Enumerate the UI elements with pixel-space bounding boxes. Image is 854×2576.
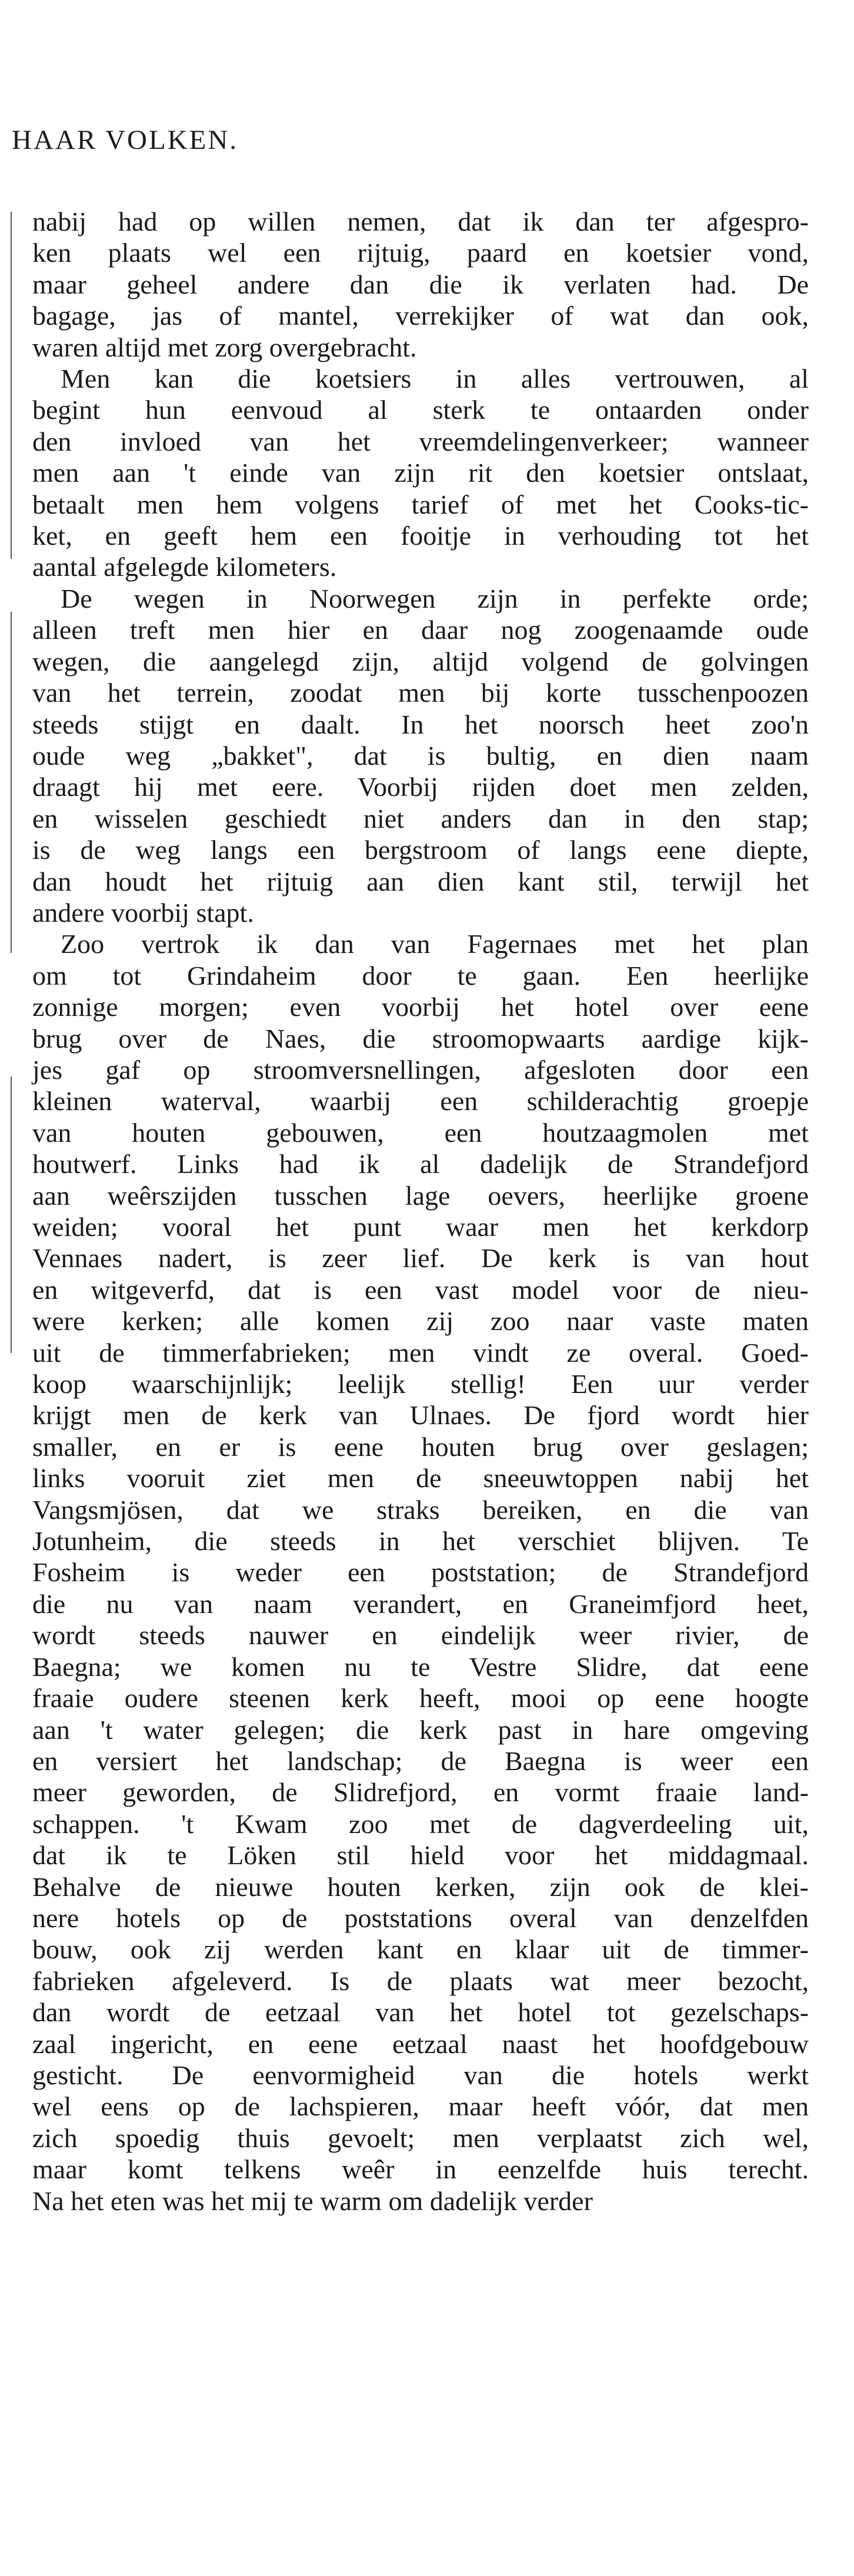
- text-line: Behalve de nieuwe houten kerken, zijn ook de klei-: [32, 1871, 809, 1902]
- text-line: dat ik te Löken stil hield voor het middagmaal.: [32, 1840, 809, 1871]
- text-line: maar geheel andere dan die ik verlaten had. De: [32, 269, 809, 299]
- text-line: ket, en geeft hem een fooitje in verhouding tot het: [32, 521, 809, 551]
- text-line: aan weêrszijden tusschen lage oevers, heerlijke groene: [32, 1180, 809, 1211]
- margin-rule: [11, 612, 12, 953]
- text-line: gesticht. De eenvormigheid van die hotels werkt: [32, 2060, 809, 2090]
- text-line: van houten gebouwen, een houtzaagmolen met: [32, 1117, 809, 1148]
- text-line: van het terrein, zoodat men bij korte tusschenpoozen: [32, 678, 809, 708]
- text-line: fabrieken afgeleverd. Is de plaats wat meer bezocht,: [32, 1965, 809, 1996]
- running-head: HAAR VOLKEN.: [12, 125, 239, 155]
- text-line: die nu van naam verandert, en Graneimfjord heet,: [32, 1588, 809, 1619]
- text-line: uit de timmerfabrieken; men vindt ze overal. Goed-: [32, 1337, 809, 1368]
- text-line: Baegna; we komen nu te Vestre Slidre, dat eene: [32, 1651, 809, 1682]
- text-line: wel eens op de lachspieren, maar heeft vóór, dat men: [32, 2091, 809, 2122]
- text-line: Jotunheim, die steeds in het verschiet blijven. Te: [32, 1526, 809, 1557]
- text-line: wordt steeds nauwer en eindelijk weer rivier, de: [32, 1620, 809, 1651]
- text-line: bouw, ook zij werden kant en klaar uit de timmer-: [32, 1934, 809, 1965]
- text-line: men aan 't einde van zijn rit den koetsier ontslaat,: [32, 458, 809, 488]
- text-line: oude weg „bakket", dat is bultig, en dien naam: [32, 740, 809, 771]
- text-line: betaalt men hem volgens tarief of met het Cooks-tic-: [32, 489, 809, 519]
- text-line: schappen. 't Kwam zoo met de dagverdeeling uit,: [32, 1808, 809, 1839]
- text-line: Fosheim is weder een poststation; de Strandefjord: [32, 1557, 809, 1588]
- text-line: koop waarschijnlijk; leelijk stellig! Een uur verder: [32, 1369, 809, 1399]
- text-line: zaal ingericht, en eene eetzaal naast het hoofdgebouw: [32, 2028, 809, 2059]
- text-line: krijgt men de kerk van Ulnaes. De fjord wordt hier: [32, 1400, 809, 1431]
- text-line: wegen, die aangelegd zijn, altijd volgend de golvingen: [32, 646, 809, 677]
- text-line: brug over de Naes, die stroomopwaarts aardige kijk-: [32, 1023, 809, 1054]
- text-line: De wegen in Noorwegen zijn in perfekte orde;: [61, 583, 809, 614]
- text-line: Vangsmjösen, dat we straks bereiken, en die van: [32, 1494, 809, 1525]
- text-line: bagage, jas of mantel, verrekijker of wat dan ook,: [32, 301, 809, 331]
- text-line: meer geworden, de Slidrefjord, en vormt fraaie land-: [32, 1777, 809, 1808]
- margin-rule: [11, 212, 12, 559]
- text-line: dan wordt de eetzaal van het hotel tot gezelschaps-: [32, 1997, 809, 2028]
- text-line: steeds stijgt en daalt. In het noorsch heet zoo'n: [32, 709, 809, 739]
- text-line: aan 't water gelegen; die kerk past in hare omgeving: [32, 1714, 809, 1745]
- text-line: aantal afgelegde kilometers.: [32, 552, 337, 582]
- text-line: zonnige morgen; even voorbij het hotel over eene: [32, 992, 809, 1022]
- text-line: weiden; vooral het punt waar men het kerkdorp: [32, 1212, 809, 1242]
- text-line: smaller, en er is eene houten brug over geslagen;: [32, 1431, 809, 1462]
- text-line: en wisselen geschiedt niet anders dan in den stap;: [32, 803, 809, 834]
- text-line: alleen treft men hier en daar nog zoogenaamde oude: [32, 615, 809, 645]
- text-line: is de weg langs een bergstroom of langs eene diepte,: [32, 835, 809, 865]
- text-line: ken plaats wel een rijtuig, paard en koetsier vond,: [32, 238, 809, 268]
- text-line: maar komt telkens weêr in eenzelfde huis terecht.: [32, 2154, 809, 2185]
- text-line: zich spoedig thuis gevoelt; men verplaatst zich wel,: [32, 2122, 809, 2153]
- text-line: den invloed van het vreemdelingenverkeer; wanneer: [32, 426, 809, 456]
- text-line: nabij had op willen nemen, dat ik dan ter afgespro-: [32, 206, 809, 236]
- text-line: waren altijd met zorg overgebracht.: [32, 332, 417, 362]
- text-line: kleinen waterval, waarbij een schilderachtig groepje: [32, 1086, 809, 1117]
- text-line: Na het eten was het mij te warm om dadelijk verder: [32, 2185, 593, 2216]
- text-line: dan houdt het rijtuig aan dien kant stil, terwijl het: [32, 866, 809, 897]
- body-text: [32, 206, 809, 2217]
- text-line: houtwerf. Links had ik al dadelijk de Strandefjord: [32, 1149, 809, 1179]
- text-line: en witgeverfd, dat is een vast model voor de nieu-: [32, 1274, 809, 1305]
- text-line: Men kan die koetsiers in alles vertrouwen, al: [61, 364, 809, 394]
- text-line: nere hotels op de poststations overal van denzelfden: [32, 1902, 809, 1933]
- text-line: jes gaf op stroomversnellingen, afgesloten door een: [32, 1054, 809, 1085]
- text-line: om tot Grindaheim door te gaan. Een heerlijke: [32, 960, 809, 991]
- text-line: begint hun eenvoud al sterk te ontaarden onder: [32, 395, 809, 425]
- text-line: draagt hij met eere. Voorbij rijden doet men zelden,: [32, 772, 809, 802]
- text-line: en versiert het landschap; de Baegna is weer een: [32, 1745, 809, 1776]
- text-line: links vooruit ziet men de sneeuwtoppen nabij het: [32, 1463, 809, 1494]
- text-line: were kerken; alle komen zij zoo naar vaste maten: [32, 1306, 809, 1337]
- text-line: Vennaes nadert, is zeer lief. De kerk is van hout: [32, 1243, 809, 1274]
- text-line: fraaie oudere steenen kerk heeft, mooi op eene hoogte: [32, 1683, 809, 1714]
- text-line: andere voorbij stapt.: [32, 897, 254, 928]
- margin-rule: [11, 1077, 12, 1353]
- text-line: Zoo vertrok ik dan van Fagernaes met het plan: [61, 929, 809, 959]
